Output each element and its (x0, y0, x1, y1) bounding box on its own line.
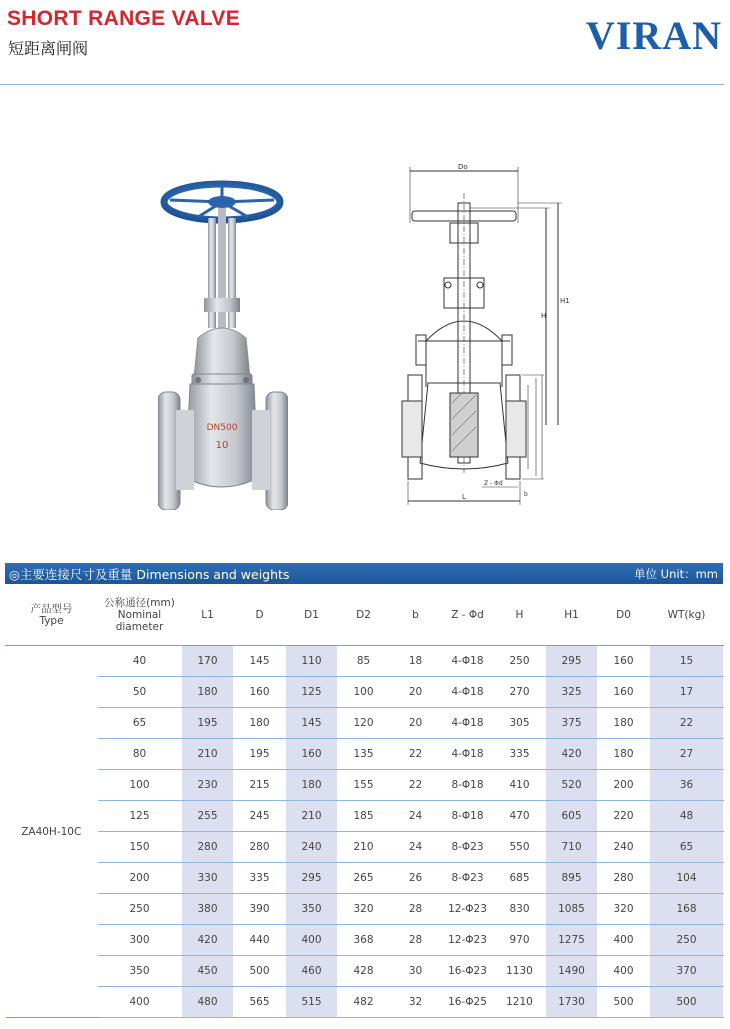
table-cell: 4-Φ18 (442, 708, 494, 739)
table-cell: 370 (650, 956, 724, 987)
table-cell: 32 (390, 987, 442, 1018)
table-cell: 270 (494, 677, 546, 708)
table-cell: 210 (338, 832, 390, 863)
header-d0: D0 (598, 585, 650, 646)
table-cell: 280 (598, 863, 650, 894)
table-cell: 482 (338, 987, 390, 1018)
table-cell: 160 (234, 677, 286, 708)
header-b: b (390, 585, 442, 646)
dim-label-h1: H1 (560, 297, 570, 305)
table-cell: 8-Φ18 (442, 770, 494, 801)
table-cell: 420 (546, 739, 598, 770)
table-cell: 40 (98, 646, 182, 677)
table-cell: 450 (182, 956, 234, 987)
header-d: D (234, 585, 286, 646)
dim-label-b: b (524, 491, 528, 498)
table-cell: 155 (338, 770, 390, 801)
table-cell: 240 (286, 832, 338, 863)
table-row (6, 987, 724, 1018)
dimensions-table (5, 584, 724, 1018)
header-divider (0, 84, 724, 85)
table-title: ◎主要连接尺寸及重量 Dimensions and weights (9, 567, 290, 582)
table-cell: 440 (234, 925, 286, 956)
table-cell: 215 (234, 770, 286, 801)
table-row (6, 863, 724, 894)
table-cell: 15 (650, 646, 724, 677)
table-cell: 240 (598, 832, 650, 863)
table-cell: 195 (182, 708, 234, 739)
table-cell: 200 (598, 770, 650, 801)
table-cell: 20 (390, 708, 442, 739)
table-cell: 12-Φ23 (442, 894, 494, 925)
table-cell: 30 (390, 956, 442, 987)
table-cell: 325 (546, 677, 598, 708)
product-title-cn: 短距离闸阀 (8, 39, 89, 58)
table-cell: 335 (494, 739, 546, 770)
table-cell: 460 (286, 956, 338, 987)
table-row (6, 832, 724, 863)
table-cell: 300 (98, 925, 182, 956)
table-cell: 400 (598, 956, 650, 987)
table-unit: 单位 Unit：mm (634, 567, 718, 581)
table-cell: 368 (338, 925, 390, 956)
table-cell: 605 (546, 801, 598, 832)
dim-label-bolts: Z - Φd (484, 480, 503, 487)
table-cell: 18 (390, 646, 442, 677)
table-cell: 330 (182, 863, 234, 894)
table-cell: 110 (286, 646, 338, 677)
table-cell: 305 (494, 708, 546, 739)
table-cell: 280 (234, 832, 286, 863)
table-cell: 125 (286, 677, 338, 708)
body-marking-pressure: 10 (215, 440, 229, 451)
header-h: H (494, 585, 546, 646)
table-cell: 65 (98, 708, 182, 739)
table-cell: 185 (338, 801, 390, 832)
table-cell: 28 (390, 925, 442, 956)
table-cell: 420 (182, 925, 234, 956)
table-cell: 565 (234, 987, 286, 1018)
valve-photo (158, 178, 288, 510)
table-cell: 500 (598, 987, 650, 1018)
table-cell: 22 (390, 739, 442, 770)
table-cell: 16-Φ25 (442, 987, 494, 1018)
table-cell: 380 (182, 894, 234, 925)
table-cell: 170 (182, 646, 234, 677)
table-cell: 895 (546, 863, 598, 894)
header-type: 产品型号 Type (6, 585, 98, 646)
header-z-d: Z - Φd (442, 585, 494, 646)
table-cell: 500 (650, 987, 724, 1018)
table-cell: 250 (98, 894, 182, 925)
table-cell: 195 (234, 739, 286, 770)
table-cell: 220 (598, 801, 650, 832)
table-cell: 50 (98, 677, 182, 708)
table-cell: 320 (598, 894, 650, 925)
table-cell: 100 (98, 770, 182, 801)
table-cell: 100 (338, 677, 390, 708)
table-cell: 245 (234, 801, 286, 832)
table-cell: 36 (650, 770, 724, 801)
table-cell: 470 (494, 801, 546, 832)
table-cell: 168 (650, 894, 724, 925)
table-cell: 8-Φ23 (442, 832, 494, 863)
table-cell: 255 (182, 801, 234, 832)
type-cell: ZA40H-10C (6, 646, 98, 1018)
table-cell: 160 (598, 677, 650, 708)
table-cell: 400 (598, 925, 650, 956)
table-cell: 145 (286, 708, 338, 739)
table-cell: 28 (390, 894, 442, 925)
table-cell: 410 (494, 770, 546, 801)
table-cell: 145 (234, 646, 286, 677)
table-cell: 1130 (494, 956, 546, 987)
table-cell: 65 (650, 832, 724, 863)
table-cell: 830 (494, 894, 546, 925)
table-cell: 1085 (546, 894, 598, 925)
table-title-bar (5, 563, 723, 584)
header-l1: L1 (182, 585, 234, 646)
dim-label-l: L (462, 493, 466, 501)
header-d1: D1 (286, 585, 338, 646)
table-cell: 265 (338, 863, 390, 894)
table-row (6, 677, 724, 708)
table-cell: 230 (182, 770, 234, 801)
table-cell: 17 (650, 677, 724, 708)
table-cell: 80 (98, 739, 182, 770)
table-cell: 180 (234, 708, 286, 739)
table-row (6, 801, 724, 832)
table-cell: 180 (598, 708, 650, 739)
table-cell: 210 (182, 739, 234, 770)
table-row (6, 894, 724, 925)
table-cell: 210 (286, 801, 338, 832)
table-cell: 1490 (546, 956, 598, 987)
table-row (6, 646, 724, 677)
table-cell: 180 (286, 770, 338, 801)
table-row (6, 708, 724, 739)
table-cell: 8-Φ18 (442, 801, 494, 832)
table-cell: 26 (390, 863, 442, 894)
table-cell: 16-Φ23 (442, 956, 494, 987)
table-cell: 180 (182, 677, 234, 708)
table-cell: 150 (98, 832, 182, 863)
table-cell: 1275 (546, 925, 598, 956)
table-cell: 12-Φ23 (442, 925, 494, 956)
table-cell: 428 (338, 956, 390, 987)
table-cell: 400 (98, 987, 182, 1018)
table-cell: 160 (598, 646, 650, 677)
table-cell: 120 (338, 708, 390, 739)
header-weight: WT(kg) (650, 585, 724, 646)
table-cell: 27 (650, 739, 724, 770)
table-row (6, 925, 724, 956)
table-cell: 8-Φ23 (442, 863, 494, 894)
table-row (6, 956, 724, 987)
table-cell: 320 (338, 894, 390, 925)
table-cell: 1730 (546, 987, 598, 1018)
table-cell: 710 (546, 832, 598, 863)
table-cell: 48 (650, 801, 724, 832)
table-cell: 250 (494, 646, 546, 677)
table-cell: 685 (494, 863, 546, 894)
header-d2: D2 (338, 585, 390, 646)
header-h1: H1 (546, 585, 598, 646)
table-cell: 4-Φ18 (442, 677, 494, 708)
table-cell: 350 (286, 894, 338, 925)
table-cell: 125 (98, 801, 182, 832)
table-cell: 180 (598, 739, 650, 770)
brand-logo: VIRAN (585, 13, 722, 58)
table-cell: 520 (546, 770, 598, 801)
page-header (0, 0, 730, 86)
product-title-en: SHORT RANGE VALVE (7, 7, 241, 30)
table-cell: 400 (286, 925, 338, 956)
table-cell: 1210 (494, 987, 546, 1018)
table-cell: 4-Φ18 (442, 739, 494, 770)
table-cell: 200 (98, 863, 182, 894)
dim-label-h: H (541, 312, 547, 320)
table-cell: 24 (390, 832, 442, 863)
header-nominal-diameter: 公称通径(mm) Nominal diameter (98, 585, 182, 646)
table-cell: 295 (286, 863, 338, 894)
table-cell: 390 (234, 894, 286, 925)
table-cell: 20 (390, 677, 442, 708)
table-cell: 295 (546, 646, 598, 677)
table-cell: 970 (494, 925, 546, 956)
table-cell: 135 (338, 739, 390, 770)
dim-label-d0: Do (458, 163, 468, 171)
table-row (6, 739, 724, 770)
table-row (6, 770, 724, 801)
table-cell: 22 (390, 770, 442, 801)
table-cell: 280 (182, 832, 234, 863)
table-cell: 22 (650, 708, 724, 739)
table-cell: 500 (234, 956, 286, 987)
table-cell: 335 (234, 863, 286, 894)
table-cell: 515 (286, 987, 338, 1018)
table-cell: 350 (98, 956, 182, 987)
body-marking-size: DN500 (206, 423, 238, 433)
valve-technical-drawing (398, 163, 578, 508)
table-cell: 375 (546, 708, 598, 739)
table-cell: 250 (650, 925, 724, 956)
table-cell: 104 (650, 863, 724, 894)
table-cell: 160 (286, 739, 338, 770)
table-cell: 550 (494, 832, 546, 863)
table-cell: 480 (182, 987, 234, 1018)
table-cell: 4-Φ18 (442, 646, 494, 677)
table-cell: 85 (338, 646, 390, 677)
table-header-row (6, 585, 724, 646)
table-cell: 24 (390, 801, 442, 832)
